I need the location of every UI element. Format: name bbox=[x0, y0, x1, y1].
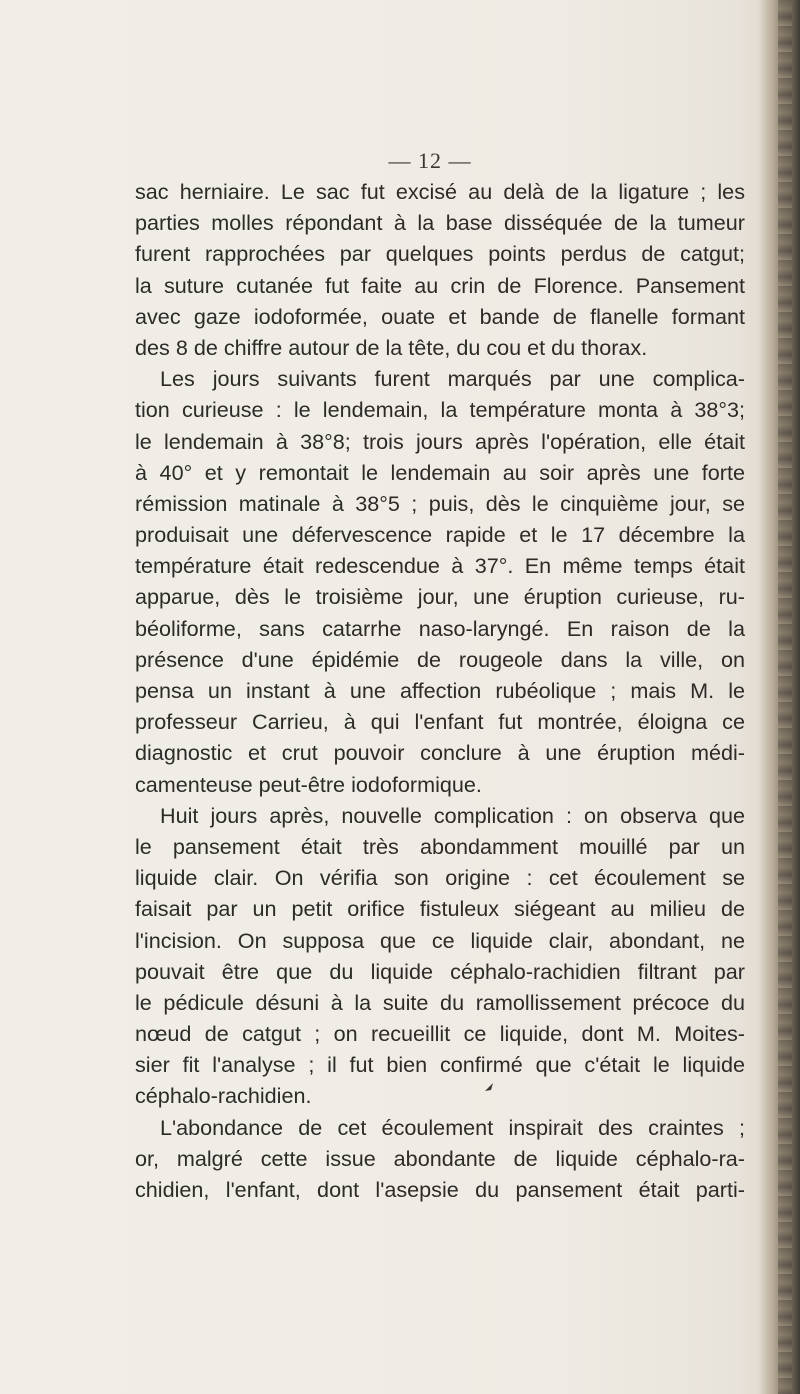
text-line: diagnostic et crut pouvoir conclure à une éruption médi- bbox=[135, 740, 745, 766]
text-line: furent rapprochées par quelques points perdus de catgut; bbox=[135, 241, 745, 267]
text-line: le pédicule désuni à la suite du ramollissement précoce du bbox=[135, 989, 745, 1015]
text-line: pouvait être que du liquide céphalo-rachidien filtrant par bbox=[135, 958, 745, 984]
text-line: liquide clair. On vérifia son origine : cet écoulement se bbox=[135, 865, 745, 891]
text-line: des 8 de chiffre autour de la tête, du cou et du thorax. bbox=[135, 334, 648, 360]
text-line: céphalo-rachidien. bbox=[135, 1083, 312, 1109]
text-line: nœud de catgut ; on recueillit ce liquide, dont M. Moites- bbox=[135, 1021, 745, 1047]
text-line: faisait par un petit orifice fistuleux siégeant au milieu de bbox=[135, 896, 745, 922]
text-line: pensa un instant à une affection rubéolique ; mais M. le bbox=[135, 678, 745, 703]
text-line: température était redescendue à 37°. En même temps était bbox=[135, 553, 745, 579]
text-line: le lendemain à 38°8; trois jours après l'opération, elle était bbox=[135, 428, 745, 454]
text-line: parties molles répondant à la base disséquée de la tumeur bbox=[135, 210, 745, 236]
text-line: sac herniaire. Le sac fut excisé au delà de la ligature ; les bbox=[135, 179, 745, 204]
text-line: professeur Carrieu, à qui l'enfant fut montrée, éloigna ce bbox=[135, 709, 745, 735]
text-line: sier fit l'analyse ; il fut bien confirmé que c'était le liquide bbox=[135, 1052, 745, 1078]
text-line: rémission matinale à 38°5 ; puis, dès le cinquième jour, se bbox=[135, 490, 745, 516]
text-line: à 40° et y remontait le lendemain au soir après une forte bbox=[135, 459, 745, 485]
text-line: avec gaze iodoformée, ouate et bande de flanelle formant bbox=[135, 303, 745, 329]
text-line: présence d'une épidémie de rougeole dans la ville, on bbox=[135, 646, 745, 672]
text-line: tion curieuse : le lendemain, la température monta à 38°3; bbox=[135, 397, 745, 423]
text-line: apparue, dès le troisième jour, une éruption curieuse, ru- bbox=[135, 584, 745, 610]
text-line: produisait une défervescence rapide et le 17 décembre la bbox=[135, 522, 745, 548]
paragraph-start-line: Huit jours après, nouvelle complication : on observa que bbox=[160, 802, 745, 828]
body-text bbox=[135, 176, 745, 1205]
text-line: béoliforme, sans catarrhe naso-laryngé. En raison de la bbox=[135, 615, 745, 641]
ink-speck-icon bbox=[483, 1081, 495, 1093]
paragraph-start-line: Les jours suivants furent marqués par une complica- bbox=[160, 366, 745, 392]
text-line: l'incision. On supposa que ce liquide clair, abondant, ne bbox=[135, 927, 745, 953]
text-line: or, malgré cette issue abondante de liquide céphalo-ra- bbox=[135, 1145, 745, 1171]
paragraph-start-line: L'abondance de cet écoulement inspirait des craintes ; bbox=[160, 1114, 745, 1140]
page-number: — 12 — bbox=[388, 148, 472, 173]
binding-texture bbox=[778, 0, 792, 1394]
text-line: la suture cutanée fut faite au crin de Florence. Pansement bbox=[135, 272, 745, 298]
text-line: chidien, l'enfant, dont l'asepsie du pansement était parti- bbox=[135, 1177, 745, 1202]
text-line: le pansement était très abondamment mouillé par un bbox=[135, 833, 745, 859]
text-line: camenteuse peut-être iodoformique. bbox=[135, 771, 482, 797]
